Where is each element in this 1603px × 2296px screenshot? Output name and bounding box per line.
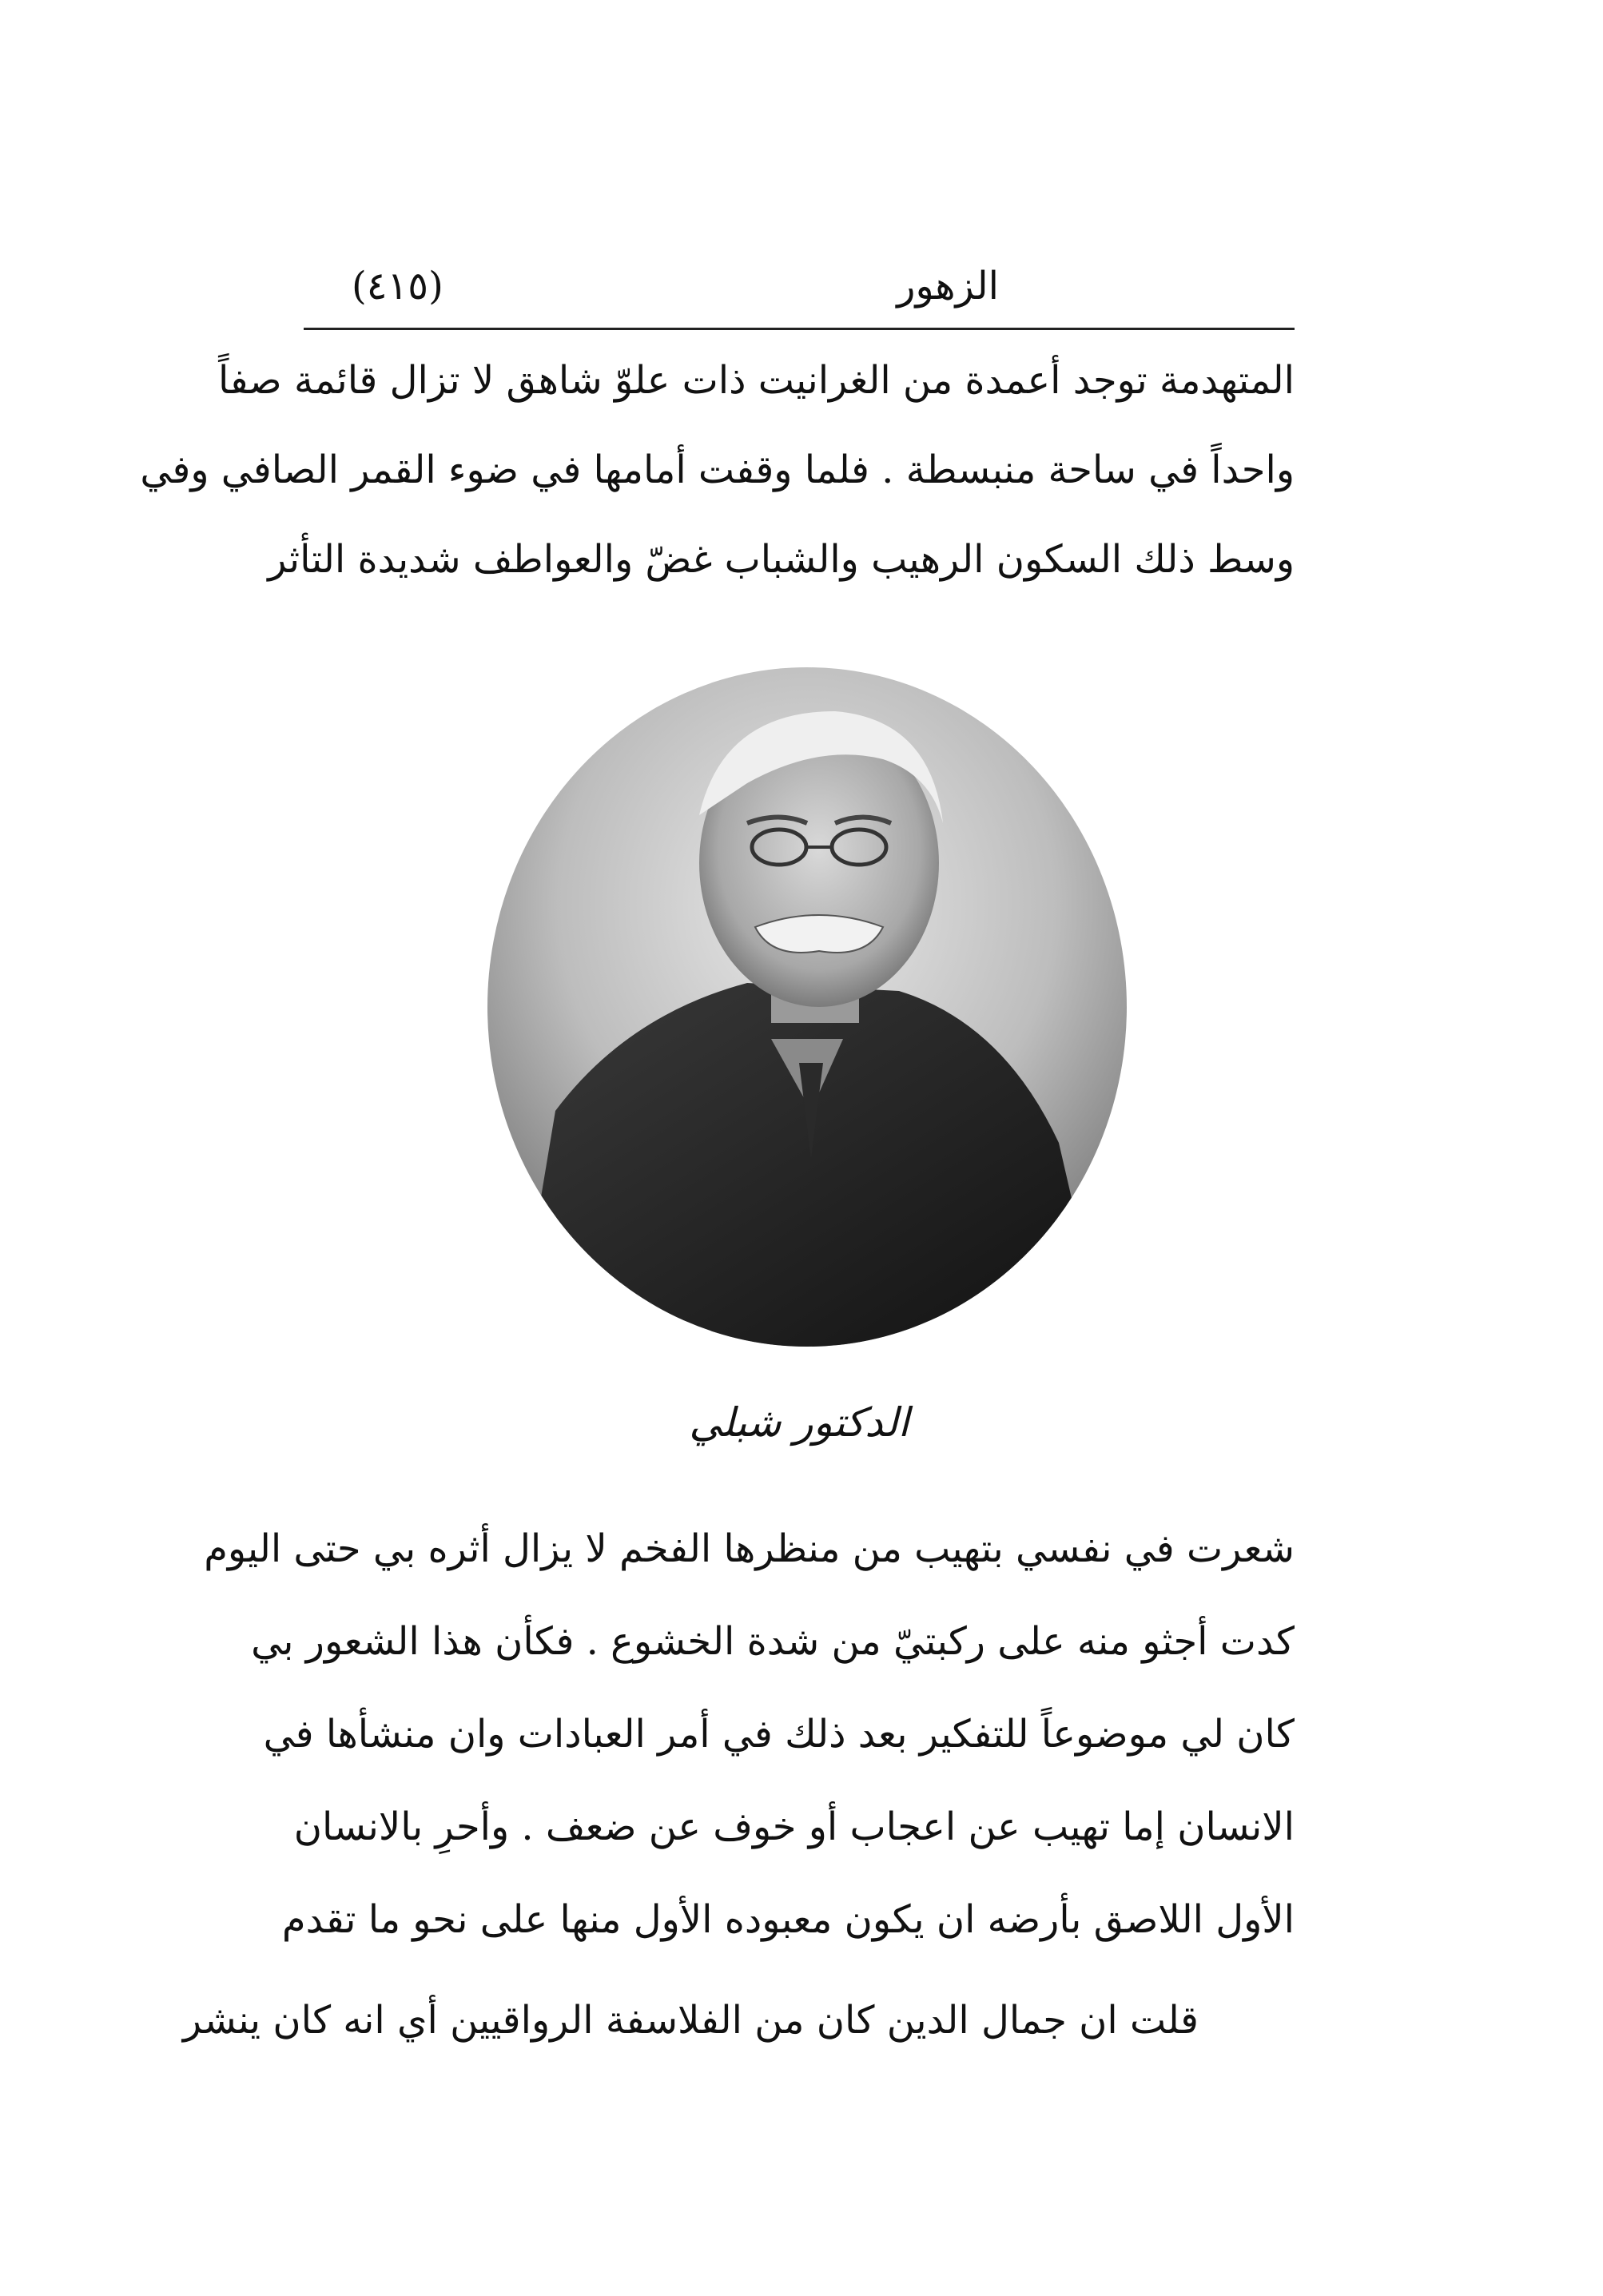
text-line: كان لي موضوعاً للتفكير بعد ذلك في أمر العبادات وان منشأها في [263, 1712, 1295, 1757]
top-paragraph [140, 336, 1295, 604]
page-header [304, 254, 1295, 318]
portrait-photo [483, 663, 1131, 1351]
text-line: واحداً في ساحة منبسطة . فلما وقفت أمامها في ضوء القمر الصافي وفي [140, 448, 1295, 492]
header-rule [304, 328, 1295, 330]
text-line: كدت أجثو منه على ركبتيّ من شدة الخشوع . فكأن هذا الشعور بي [251, 1619, 1295, 1664]
text-line: الانسان إما تهيب عن اعجاب أو خوف عن ضعف . وأحرِ بالانسان [293, 1805, 1295, 1849]
running-title: الزهور [897, 264, 999, 308]
bottom-paragraph [182, 1502, 1295, 2067]
portrait-caption: الدكتور شبلي [689, 1399, 909, 1446]
text-line: الأول اللاصق بأرضه ان يكون معبوده الأول منها على نحو ما تقدم [281, 1897, 1295, 1942]
text-line: شعرت في نفسي بتهيب من منظرها الفخم لا يزال أثره بي حتى اليوم [204, 1526, 1295, 1571]
page-number: (٤١٥) [352, 264, 444, 308]
next-paragraph-line: قلت ان جمال الدين كان من الفلاسفة الرواقيين أي انه كان ينشر [182, 1998, 1199, 2043]
text-line: المتهدمة توجد أعمدة من الغرانيت ذات علوّ شاهق لا تزال قائمة صفاً [218, 358, 1295, 403]
text-line: وسط ذلك السكون الرهيب والشباب غضّ والعواطف شديدة التأثر [268, 537, 1295, 582]
